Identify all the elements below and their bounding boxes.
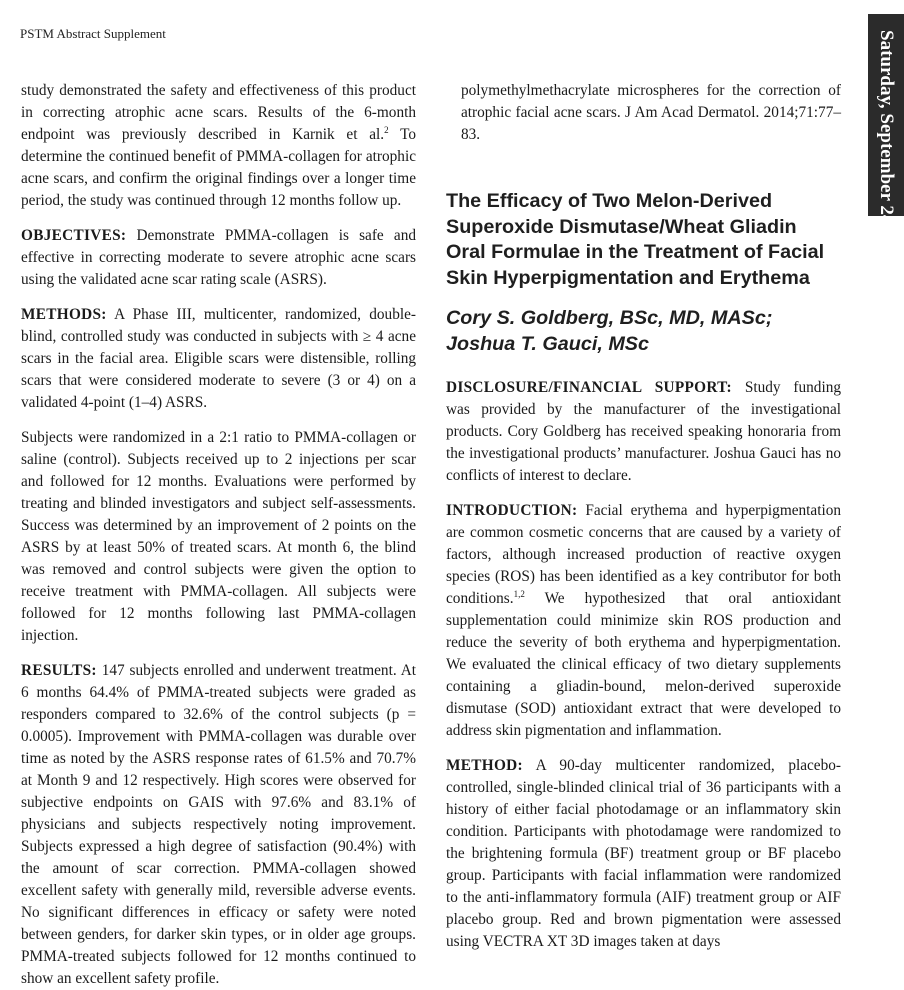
introduction-label: INTRODUCTION: bbox=[446, 502, 578, 519]
abstract-authors bbox=[446, 306, 841, 357]
methods-text: A Phase III, multicenter, randomized, double-blind, controlled study was conducted in subjects with ≥ 4 acne scars in the facial area. Eligible scars were distensible, rolling scars that were considered moderate to severe (3 or 4) on a validated 4-point (1–4) ASRS. bbox=[21, 306, 416, 411]
disclosure-label: DISCLOSURE/FINANCIAL SUPPORT: bbox=[446, 379, 732, 396]
abstract-title: The Efficacy of Two Melon-Derived Superoxide Dismutase/Wheat Gliadin Oral Formulae in the Treatment of Facial Skin Hyperpigmentation and Erythema bbox=[446, 190, 825, 289]
introduction-text: Facial erythema and hyperpigmentation are common cosmetic concerns that are caused by a variety of factors, although increased production of reactive oxygen species (ROS) has been identified as a key contributor for both conditions. bbox=[446, 502, 841, 607]
left-column bbox=[21, 80, 416, 987]
subjects-paragraph: Subjects were randomized in a 2:1 ratio to PMMA-collagen or saline (control). Subjects received up to 2 injections per scar and followed for 12 months. Evaluations were performed by treating and blinded investigators and subject self-assessments. Success was determined by an improvement of 2 points on the ASRS by at least 50% of treated scars. At month 6, the blind was removed and control subjects were given the option to receive treatment with PMMA-collagen. All subjects were followed for 12 months following last PMMA-collagen injection. bbox=[21, 429, 416, 644]
methods-label: METHODS: bbox=[21, 306, 107, 323]
objectives-label: OBJECTIVES: bbox=[21, 227, 127, 244]
results-label: RESULTS: bbox=[21, 662, 97, 679]
right-column bbox=[446, 80, 841, 961]
author-line-1: Cory S. Goldberg, BSc, MD, MASc; bbox=[446, 307, 773, 329]
intro-continuation-rest: To determine the continued benefit of PMMA-collagen for atrophic acne scars, and confirm the original findings over a longer time period, the study was continued through 12 months follow up. bbox=[21, 126, 416, 209]
results-paragraph bbox=[21, 660, 416, 990]
disclosure-text: Study funding was provided by the manufacturer of the investigational products. Cory Goldberg has received speaking honoraria from the investigational products’ manufacturer. Joshua Gauci has no conflicts of interest to declare. bbox=[446, 379, 842, 484]
date-side-tab bbox=[868, 14, 904, 272]
reference-entry: polymethylmethacrylate microspheres for the correction of atrophic facial acne scars. J Am Acad Dermatol. 2014;71:77–83. bbox=[461, 82, 841, 143]
date-side-tab-text: Saturday, September 24, 2016 bbox=[876, 30, 897, 272]
disclosure-paragraph bbox=[446, 377, 841, 487]
running-head: PSTM Abstract Supplement bbox=[20, 26, 166, 41]
results-text: 147 subjects enrolled and underwent treatment. At 6 months 64.4% of PMMA-treated subjects were graded as responders compared to 32.6% of the control subjects (p = 0.0005). Improvement with PMMA-collagen was durable over time as noted by the ASRS response rates of 61.5% and 70.7% at Month 9 and 12 respectively. High scores were observed for subjective endpoints on GAIS with 97.6% and 83.1% of physicians and subjects respectively noting improvement. Subjects expressed a high degree of satisfaction (90.4%) with the amount of scar correction. PMMA-collagen showed excellent safety with generally mild, reversible adverse events. No significant differences in efficacy or safety were noted between genders, for darker skin types, or in older age groups. PMMA-treated subjects followed for 12 months continued to show an excellent safety profile. bbox=[21, 662, 416, 987]
method-text: A 90-day multicenter randomized, placebo-controlled, single-blinded clinical trial of 36 participants with a history of either facial photodamage or an inflammatory skin condition. Participants with photodamage were randomized to the brightening formula (BF) treatment group or BF placebo group. Participants with facial inflammation were randomized to the anti-inflammatory formula (AIF) treatment group or AIF placebo group. Red and brown pigmentation were assessed using VECTRA XT 3D images taken at days bbox=[446, 757, 841, 950]
intro-continuation-paragraph bbox=[21, 80, 416, 212]
intro-continuation-text: study demonstrated the safety and effectiveness of this product in correcting atrophic acne scars. Results of the 6-month endpoint was previously described in Karnik et al. bbox=[21, 82, 416, 143]
method-paragraph bbox=[446, 755, 841, 953]
objectives-paragraph bbox=[21, 225, 416, 291]
introduction-citation: 1,2 bbox=[513, 588, 525, 599]
methods-paragraph bbox=[21, 304, 416, 414]
citation-superscript: 2 bbox=[384, 124, 389, 135]
author-line-2: Joshua T. Gauci, MSc bbox=[446, 332, 649, 355]
introduction-paragraph bbox=[446, 500, 841, 742]
method-label: METHOD: bbox=[446, 757, 523, 774]
objectives-text: Demonstrate PMMA-collagen is safe and effective in correcting moderate to severe atrophic acne scars using the validated acne scar rating scale (ASRS). bbox=[21, 227, 416, 288]
introduction-rest: We hypothesized that oral antioxidant supplementation could minimize skin ROS production and reduce the severity of both erythema and hyperpigmentation. We evaluated the clinical efficacy of two dietary supplements containing a gliadin-bound, melon-derived superoxide dismutase (SOD) antioxidant extract that were developed to address skin pigmentation and inflammation. bbox=[446, 590, 841, 739]
